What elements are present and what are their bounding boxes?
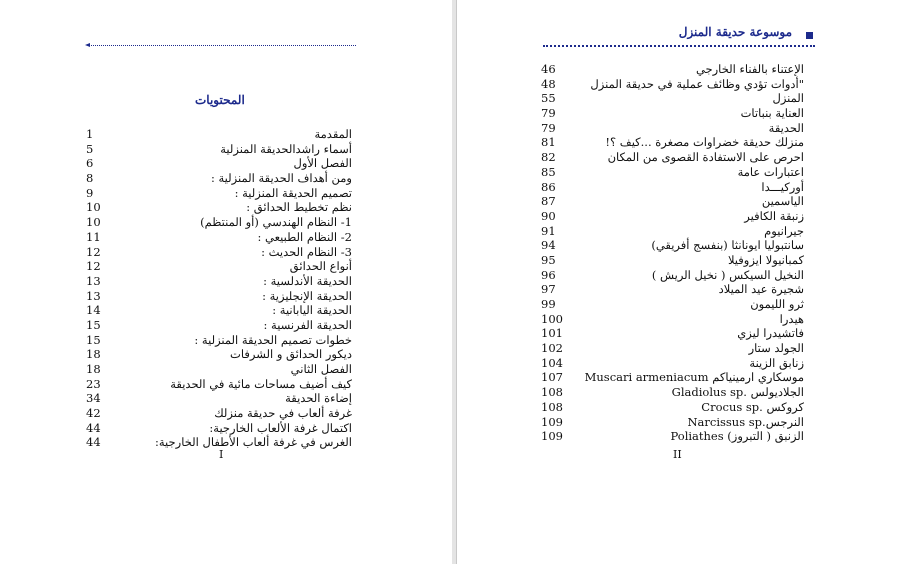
toc-entry-title: أنواع الحدائق — [289, 259, 352, 274]
toc-entry — [0, 245, 452, 260]
toc-entry — [0, 142, 452, 157]
toc-entry-title: الفصل الأول — [293, 156, 352, 171]
toc-entry — [0, 230, 452, 245]
toc-entry-title: اكتمال غرفة الألعاب الخارجية: — [209, 420, 352, 435]
toc-page-number: 12 — [86, 259, 101, 274]
toc-page-number: 5 — [86, 141, 94, 156]
toc-page-number: 23 — [86, 376, 101, 391]
header-rule — [88, 45, 356, 46]
toc-page-number: 9 — [86, 185, 94, 200]
toc-entry-title: كيف أضيف مساحات مائية في الحديقة — [170, 376, 352, 391]
toc-entry-title: 3- النظام الحديث : — [261, 244, 352, 259]
toc-entry — [0, 156, 452, 171]
toc-page-number: 1 — [86, 127, 94, 141]
toc-entry-title: نظم تخطيط الحدائق : — [246, 200, 352, 215]
toc-entry — [457, 268, 908, 283]
toc-entry — [457, 370, 908, 385]
toc-entry-title: أوركيـــدا — [761, 179, 804, 194]
toc-page-number: 79 — [541, 106, 556, 121]
toc-page-number: 55 — [541, 91, 556, 106]
toc-entry-title: جيرانيوم — [764, 223, 804, 238]
toc-entry-title: الجلاديولس .Gladiolus sp — [671, 385, 804, 400]
toc-entry — [457, 91, 908, 106]
toc-page-number: 13 — [86, 273, 101, 288]
toc-entry — [0, 362, 452, 377]
toc-page-number: 101 — [541, 326, 563, 341]
toc-page-number: 91 — [541, 223, 556, 238]
toc-entry — [0, 435, 452, 450]
toc-entry — [0, 377, 452, 392]
toc-entry — [457, 297, 908, 312]
toc-entry-title: الفصل الثاني — [290, 362, 352, 376]
toc-entry-title: تصميم الحديقة المنزلية : — [234, 185, 352, 200]
toc-entry-title: ديكور الحدائق و الشرفات — [230, 347, 352, 362]
toc-entry-title: الحديقة الفرنسية : — [263, 317, 352, 332]
toc-page-number: 13 — [86, 288, 101, 303]
toc-entry-title: الحديقة اليابانية : — [272, 303, 352, 318]
toc-entry-title: هيدرا — [779, 311, 804, 326]
toc-page-number: 85 — [541, 164, 556, 179]
toc-page-number: 94 — [541, 238, 556, 253]
toc-entry — [457, 224, 908, 239]
toc-page-number: 86 — [541, 179, 556, 194]
toc-page-number: 100 — [541, 311, 563, 326]
toc-entry — [457, 106, 908, 121]
toc-page-number: 10 — [86, 215, 101, 230]
toc-entry-title: الإعتناء بالفناء الخارجي — [695, 62, 804, 76]
toc-entry — [457, 209, 908, 224]
toc-entry — [457, 62, 908, 77]
toc-entry-title: إضاءة الحديقة — [285, 391, 352, 406]
toc-entry-title: موسكاري ارمينياكم Muscari armeniacum — [584, 370, 804, 385]
toc-entry-title: غرفة ألعاب في حديقة منزلك — [214, 406, 352, 421]
toc-entry — [0, 391, 452, 406]
toc-entry — [0, 289, 452, 304]
toc-entry-title: خطوات تصميم الحديقة المنزلية : — [194, 332, 352, 347]
toc-entry-title: "أدوات تؤدي وظائف عملية في حديقة المنزل — [590, 76, 804, 91]
square-bullet-icon — [806, 32, 813, 39]
toc-page-number: 96 — [541, 267, 556, 282]
toc-page-number: 8 — [86, 171, 94, 186]
toc-entry — [457, 326, 908, 341]
right-page — [456, 0, 908, 564]
toc-entry — [457, 135, 908, 150]
toc-entry — [457, 150, 908, 165]
toc-page-number: 87 — [541, 194, 556, 209]
toc-page-number: 10 — [86, 200, 101, 215]
toc-list — [457, 62, 908, 444]
toc-page-number: 97 — [541, 282, 556, 297]
toc-entry — [0, 127, 452, 142]
toc-entry-title: زنابق الزينة — [749, 355, 804, 370]
toc-page-number: 107 — [541, 370, 563, 385]
toc-entry-title: الحديقة الأندلسية : — [263, 273, 352, 288]
toc-entry — [0, 274, 452, 289]
toc-list — [0, 127, 452, 450]
toc-entry — [0, 200, 452, 215]
toc-entry — [457, 282, 908, 297]
toc-entry — [0, 406, 452, 421]
toc-entry-title: زنبقة الكافير — [744, 208, 804, 223]
toc-entry-title: 2- النظام الطبيعي : — [257, 229, 352, 244]
toc-entry-title: الزنبق ( التبروز) Poliathes — [670, 429, 804, 444]
toc-page-number: 18 — [86, 362, 101, 376]
toc-entry-title: شجيرة عيد الميلاد — [718, 282, 804, 297]
toc-entry — [457, 415, 908, 430]
toc-entry — [0, 186, 452, 201]
toc-page-number: 82 — [541, 150, 556, 165]
toc-entry — [0, 303, 452, 318]
toc-entry — [457, 312, 908, 327]
toc-entry-title: الغرس في غرفة ألعاب الأطفال الخارجية: — [155, 435, 352, 450]
toc-entry — [457, 253, 908, 268]
toc-entry — [457, 165, 908, 180]
toc-page-number: 15 — [86, 317, 101, 332]
toc-entry-title: المنزل — [772, 91, 804, 106]
toc-entry-title: العناية بنباتات — [740, 106, 804, 121]
toc-entry-title: فاتشيدرا ليزي — [737, 326, 804, 341]
toc-entry — [0, 259, 452, 274]
toc-entry-title: الحديقة — [768, 120, 804, 135]
toc-entry-title: ومن أهداف الحديقة المنزلية : — [210, 171, 352, 186]
toc-entry-title: الجولد ستار — [748, 341, 804, 356]
toc-entry-title: أسماء راشدالحديقة المنزلية — [220, 141, 352, 156]
toc-entry-title: كروكس .Crocus sp — [701, 399, 804, 414]
toc-entry-title: النرجس.Narcissus sp — [687, 414, 804, 429]
toc-entry — [0, 215, 452, 230]
book-title: موسوعة حديقة المنزل — [678, 25, 792, 39]
toc-entry — [0, 333, 452, 348]
toc-page-number: 81 — [541, 135, 556, 150]
toc-page-number: 14 — [86, 303, 101, 318]
toc-entry-title: ثرو الليمون — [750, 297, 804, 311]
toc-page-number: 90 — [541, 208, 556, 223]
toc-page-number: 46 — [541, 62, 556, 76]
toc-entry — [457, 429, 908, 444]
toc-page-number: 48 — [541, 76, 556, 91]
toc-page-number: 102 — [541, 341, 563, 356]
toc-entry — [457, 356, 908, 371]
toc-page-number: 44 — [86, 420, 101, 435]
toc-page-number: 104 — [541, 355, 563, 370]
toc-page-number: 108 — [541, 385, 563, 400]
toc-entry — [0, 347, 452, 362]
toc-entry — [457, 121, 908, 136]
toc-entry-title: 1- النظام الهندسي (أو المنتظم) — [200, 215, 352, 230]
page-number: II — [673, 448, 682, 461]
toc-entry-title: النخيل السيكس ( نخيل الريش ) — [651, 267, 804, 282]
toc-entry — [457, 341, 908, 356]
toc-entry — [0, 421, 452, 436]
toc-page-number: 99 — [541, 297, 556, 311]
contents-heading: المحتويات — [195, 93, 245, 107]
toc-entry-title: الياسمين — [761, 194, 804, 209]
toc-page-number: 11 — [86, 229, 101, 244]
toc-entry — [457, 400, 908, 415]
toc-page-number: 18 — [86, 347, 101, 362]
toc-page-number: 109 — [541, 429, 563, 444]
toc-entry-title: منزلك حديقة خضراوات مصغرة ...كيف ؟! — [605, 135, 804, 150]
toc-entry — [457, 238, 908, 253]
toc-page-number: 79 — [541, 120, 556, 135]
toc-page-number: 109 — [541, 414, 563, 429]
toc-entry — [457, 385, 908, 400]
toc-entry-title: الحديقة الإنجليزية : — [262, 288, 352, 303]
toc-page-number: 15 — [86, 332, 101, 347]
toc-entry-title: سانتبوليا ايونانثا (بنفسج أفريقي) — [651, 238, 804, 253]
toc-entry — [457, 77, 908, 92]
toc-page-number: 44 — [86, 435, 101, 450]
toc-page-number: 95 — [541, 252, 556, 267]
toc-entry-title: احرص على الاستفادة القصوى من المكان — [607, 150, 804, 165]
toc-page-number: 42 — [86, 406, 101, 421]
toc-entry — [457, 180, 908, 195]
toc-page-number: 12 — [86, 244, 101, 259]
toc-entry-title: كمبانيولا ايزوفيلا — [727, 252, 804, 267]
toc-entry — [457, 194, 908, 209]
toc-entry-title: المقدمة — [314, 127, 352, 141]
toc-entry — [0, 318, 452, 333]
toc-page-number: 34 — [86, 391, 101, 406]
toc-entry — [0, 171, 452, 186]
header-rule — [543, 45, 815, 47]
left-page — [0, 0, 453, 564]
toc-page-number: 108 — [541, 399, 563, 414]
toc-page-number: 6 — [86, 156, 94, 171]
toc-entry-title: اعتبارات عامة — [737, 164, 804, 179]
page-number: I — [219, 448, 224, 461]
